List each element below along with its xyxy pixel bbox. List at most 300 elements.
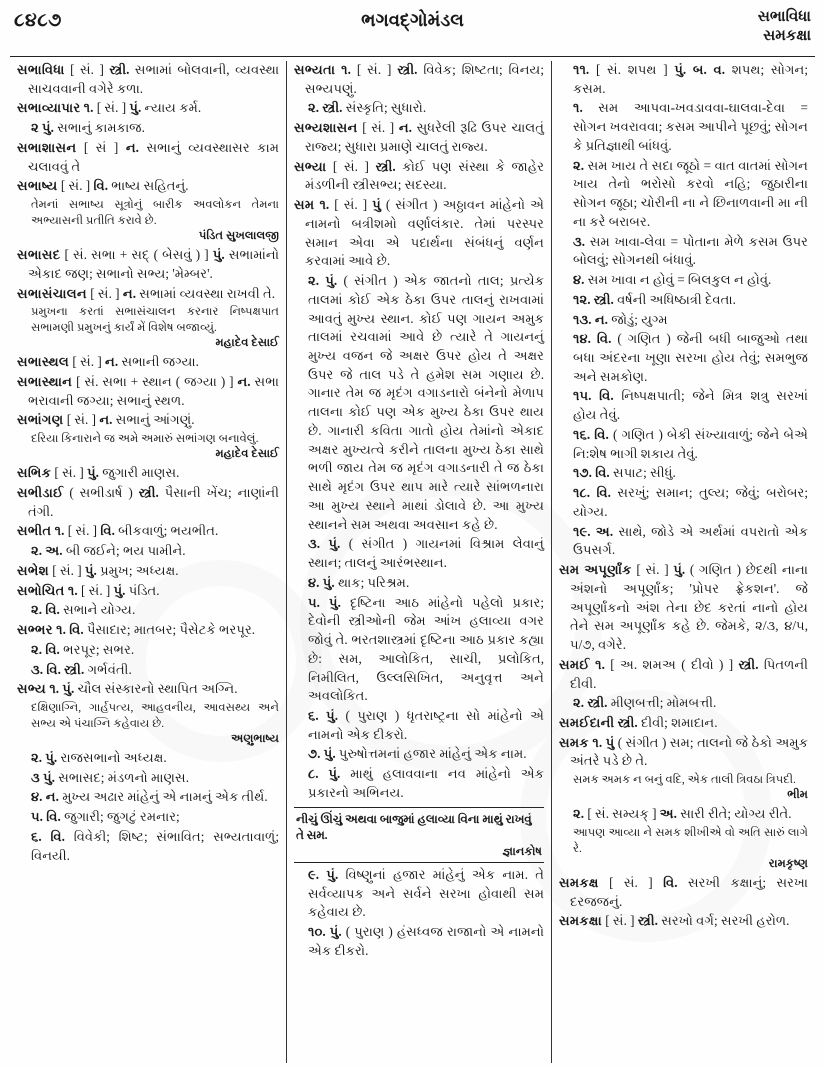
entry-etymology: [ સં. ] [96,100,127,116]
sense-number: ૩. [308,536,321,552]
sense-definition: શપથ; સોગન; કસમ. [573,62,808,96]
sense-number: ૧૫. [573,388,592,404]
entry-sense [559,387,808,424]
dictionary-entry [559,561,808,655]
sense-definition: દૃષ્ટિના આઠ માંહેનો પહેલો પ્રકાર; દેવોની સ્ત્રીઓની જેમ આંખ હલાવ્યા વગર જોવું તે. ભરતશાસ્ત્રમાં દૃષ્ટિના આઠ પ્રકાર કહ્યા છે: સમ, આલોકિત, સાચી, પ્રલોકિત, નિમીલિત, ઉલ્લસિખિત, અનુવૃત્ત અને અવલોકિત. [308,594,545,704]
idiom-number: ૪. [573,272,585,288]
entry-grammar-label: પું. [673,562,686,578]
sense-grammar-label: વિ. [45,602,60,618]
dictionary-entry [559,874,808,911]
sense-definition: મીણબત્તી; મોમબત્તી. [610,695,717,711]
dictionary-entry [559,912,808,931]
dictionary-entry [17,621,279,640]
sense-number: ૧૮. [573,485,591,501]
sense-grammar-label: પું. [328,536,341,552]
sense-grammar-label: પું. [45,749,58,765]
sense-number: ૧. [54,523,65,539]
sense-definition: સંસ્કૃતિ; સુધારો. [345,100,427,116]
entry-grammar-label: પું [372,197,381,213]
sense-grammar-label: પું. [325,273,338,289]
entry-definition: સભામાં વ્યવસ્થા રાખવી તે. [139,285,276,301]
entry-grammar-label: પું [605,734,615,750]
sense-number: ૧૯. [573,523,591,539]
citation-attribution: મહાદેવ દેસાઈ [215,447,279,461]
boxed-citation [294,807,544,863]
entry-grammar-label: વિ. [663,874,678,890]
dictionary-entry [17,285,279,304]
entry-grammar-label: પું. [87,465,99,481]
dictionary-entry [294,196,544,271]
entry-headword: સભેશ [17,562,49,578]
entry-sense [17,542,279,561]
sense-definition: સપાટ; સીધું. [613,465,676,481]
entry-definition: પંડિત. [128,582,160,598]
sense-number: ૧. [595,656,605,672]
sense-definition: મુખ્ય અઢાર માંહેનું એ નામનું એક તીર્થ. [62,789,268,805]
entry-etymology: [ સં. ] [356,62,392,77]
entry-sense [559,523,808,560]
entry-etymology: [ સં. ] [90,285,120,301]
entry-sense [294,923,544,960]
entry-definition: સભાની જગ્યા. [121,354,199,370]
sense-number: ૩. [31,661,44,677]
column-container [10,61,815,1063]
sense-grammar-label: ન. [45,789,59,805]
dictionary-entry [294,158,544,195]
entry-definition: પૈસાદાર; માતબર; પૈસેટકે ભરપૂર. [86,622,256,638]
idiom-number: ૩. [573,233,586,249]
entry-grammar-label: ન. [122,285,136,301]
entry-etymology: [ અ. શમઅ ( દીવો ) ] [610,656,734,672]
sense-grammar-label: પું. [42,120,54,136]
sense-definition: થાક; પરિશ્રમ. [337,574,410,590]
idiom-number: ૧. [573,100,583,116]
entry-definition: સભાનું આંગણું. [115,412,195,428]
sense-number: ૭. [308,746,321,762]
entry-etymology: [ સં. ] [70,62,104,77]
sense-grammar-label: વિ. [596,331,612,347]
citation-quote [17,700,279,747]
entry-sense [17,808,279,827]
entry-headword: સમઈ [559,656,590,672]
sense-number: ૧. [83,100,94,116]
entry-grammar-label: પું. [129,100,142,116]
entry-definition: બીકવાળું; ભયભીત. [118,523,219,539]
sense-grammar-label: પું. [323,746,336,762]
sense-definition: ભરપૂર; સભર. [63,641,135,657]
dictionary-entry [17,353,279,372]
idiom-text: સમ ખાવા ન હોવું = બિલકુલ ન હોવું. [587,272,772,288]
entry-etymology: [ સં. સભા + સ્થાન ( જગ્યા ) ] [76,373,234,389]
sense-number: ૮. [308,766,319,782]
sense-number: ૧. [319,197,330,213]
sense-definition: નિષ્પક્ષપાતી; જેને મિત્ર શત્રુ સરખાં હોય તેવું. [573,388,808,423]
entry-etymology: [ સં. ] [636,562,669,578]
sense-number: ૫. [308,594,320,610]
guide-word-first: સભાવિધા [757,9,811,25]
entry-sense [17,769,279,788]
entry-definition: ભાષ્ય સહિતનું. [111,178,189,194]
entry-idiom [559,99,808,155]
dictionary-entry [17,411,279,430]
dictionary-entry [17,522,279,541]
entry-headword: સભોચિત [17,582,65,598]
entry-grammar-label: ન. [125,139,139,155]
entry-etymology: [ સં. ] [334,197,368,213]
entry-definition: સરખો વર્ગ; સરખી હરોળ. [661,913,790,929]
entry-sense [294,574,544,593]
entry-sense [559,311,808,330]
citation-attribution: ભીમ [787,788,808,802]
entry-definition: પિતળની દીવી. [570,656,809,691]
entry-etymology: [ સં. ] [67,523,98,539]
sense-number: ૨ [31,120,39,136]
entry-etymology: [ સં. ] [332,158,369,174]
dictionary-entry [17,99,279,118]
sense-grammar-label: વિ. [45,641,60,657]
entry-headword: સમ [294,197,315,213]
entry-sense [559,426,808,463]
dictionary-entry [17,61,279,98]
sense-grammar-label: પું. [328,766,341,782]
entry-sense [559,330,808,386]
sense-grammar-label: વિ. [595,465,610,481]
entry-definition: ( સંગીત ) અઠ્ઠાવન માંહેનો એ નામનો બત્રીશમો વર્ણાલંકાર. તેમાં પરસ્પર સમાન એવા એ પદાર્થના સંબંધનું વર્ણન કરવામાં આવે છે. [305,197,545,269]
entry-headword: સભ્યા [294,158,327,174]
sense-grammar-label: સ્ત્રી. [587,695,608,711]
dictionary-entry [559,656,808,693]
sense-etymology: [ સં. સમ્યક્ ] [587,806,657,822]
sense-number: ૨. [308,100,320,116]
entry-headword: સભ્યશાસન [294,120,358,136]
entry-definition: ( સંગીત ) સમ; તાલનો જે ઠેકો અમુક અંતરે પડે છે તે. [570,734,808,769]
entry-etymology: [ સં. ] [362,120,395,136]
dictionary-entry [559,734,808,771]
entry-definition: પ્રમુખ; અધ્યક્ષ. [100,562,179,578]
dictionary-entry [17,177,279,196]
entry-grammar-label: સ્ત્રી. [637,913,658,929]
sense-definition: ગર્ભવંતી. [87,661,132,677]
entry-sense [294,866,544,922]
sense-grammar-label: પું. [329,924,342,940]
entry-definition: ન્યાય કર્મ. [144,100,202,116]
entry-definition: સભાનું વ્યવસ્થાસર કામ ચલાવવું તે [28,139,280,174]
entry-idiom [559,157,808,232]
dictionary-entry [17,680,279,699]
citation-text: આપણ આવ્યા ને સમક શીખીએ વો અતિ સારું લાગે રે. [573,825,808,855]
entry-definition: સુધરેલી રૂઢિ ઉપર ચાલતું રાજ્ય; સુધારા પ્રમાણે ચાલતું રાજ્ય. [305,120,544,154]
entry-grammar-label: પું. [113,582,126,598]
entry-grammar-label: પું. [84,562,97,578]
entry-sense [17,641,279,660]
entry-sense [17,749,279,768]
idiom-text: સમ ખાવા-લેવા = પોતાના મેળે કસમ ઉપર બોલવું; સોગનથી બંધાવું. [573,233,808,268]
entry-grammar-label: પું. [62,681,75,697]
entry-headword: સમ અપૂર્ણાંક [559,562,632,578]
dictionary-entry [17,484,279,521]
entry-headword: સમકક્ષ [559,874,599,890]
citation-attribution: અણુભાષ્ય [231,731,279,745]
entry-headword: સભાષ્ય [17,178,58,194]
dictionary-entry [17,582,279,601]
citation-quote [17,431,279,462]
sense-number: ૨. [31,543,43,559]
sense-grammar-label: પું. [322,574,335,590]
entry-definition: સરખી કક્ષાનું; સરખા દરજજનું. [570,874,809,909]
entry-definition: સભામાં બોલવાની, વ્યવસ્થા સાચવવાની વગેરે કળા. [28,62,280,96]
dictionary-entry [294,119,544,156]
sense-number: ૧૩. [573,311,592,327]
entry-grammar-label: ન. [398,120,412,136]
entry-sense [559,484,808,521]
column-2 [286,61,552,1063]
entry-headword: સભીડાઈ [17,484,64,500]
entry-etymology: [ સં. ] [54,465,84,481]
sense-definition: બી જઈને; ભય પામીને. [65,543,186,559]
entry-definition: ચૌલ સંસ્કારનો સ્થાપિત અગ્નિ. [77,681,238,697]
citation-text: સમક અમક ન બનું વદિ, એક તાલી ત્રિવઠા ત્રિપદી. [573,773,796,787]
entry-headword: સભીત [17,523,52,539]
entry-etymology: [ સં ] [83,139,119,155]
dictionary-entry [17,139,279,176]
folio-number: ૮૪૮૭ [14,10,62,31]
dictionary-entry [17,246,279,283]
citation-text: પ્રમુખના કરતાં સભાસંચાલન કરનાર નિષ્પક્ષપાત સભામણી પ્રમુખનું કાર્યં મેં વિશેષ બજાવ્યું. [31,305,279,335]
entry-grammar-label: વિ. [93,178,108,194]
entry-etymology: [ સં. ] [605,913,635,929]
entry-headword: સભાવ્યાપાર [17,100,81,116]
entry-headword: સભાંગણ [17,412,64,428]
entry-etymology: [ સં. ] [60,178,91,194]
entry-definition: સભામાંનો એકાદ જણ; સભાનો સભ્ય; 'મેમ્બર'. [28,247,279,281]
sense-number: ૧૬. [573,426,591,442]
header-rule [10,56,815,57]
sense-number: ૧. [592,734,603,750]
boxed-citation-attribution: જ્ઞાનકોષ [502,844,542,858]
sense-definition: માથું હલાવવાના નવ માંહેનો એક પ્રકારનો અભિનય. [308,766,544,800]
dictionary-entry [17,464,279,483]
sense-definition: ( પુરાણ ) ધૃતરાષ્ટ્રના સો માંહેનો એ નામનો એક દીકરો. [308,707,545,742]
dictionary-title: ભગવદ્ગોમંડલ [361,10,464,30]
entry-idiom [559,271,808,290]
sense-definition: સરખું; સમાન; તુલ્ય; જેવું; બરોબર; યોગ્ય. [573,485,809,519]
citation-text: દક્ષિણાગ્નિ, ગાર્હપત્ય, આહવનીય, આવસથ્ય અને સભ્ય એ પંચાગ્નિ કહેવાય છે. [31,700,279,730]
running-head [10,8,815,54]
entry-etymology: [ સં. ] [52,562,82,578]
sense-grammar-label: પું. [326,866,339,882]
entry-headword: સભાવિધા [17,62,65,77]
sense-number: ૬. [31,828,42,844]
citation-quote [559,825,808,872]
entry-grammar-label: સ્ત્રી. [738,656,759,672]
citation-attribution: મહાદેવ દેસાઈ [215,336,279,350]
entry-grammar-label: સ્ત્રી. [138,484,159,500]
entry-grammar-label: સ્ત્રી. [397,62,418,77]
sense-definition: વર્ષની અધિષ્ઠાત્રી દેવતા. [617,291,736,307]
sense-number: ૬. [308,707,319,723]
citation-quote [17,197,279,244]
entry-etymology: [ સં. ] [609,874,653,890]
sense-number: ૩ [31,769,40,785]
entry-sense [294,765,544,802]
sense-definition: સાથે, જોડે એ અર્થમાં વપરાતો એક ઉપસર્ગ. [573,523,808,558]
sense-definition: ( સંગીત ) ગાયનમાં વિશ્રામ લેવાનું સ્થાન; તાલનું આરંભસ્થાન. [308,536,545,571]
entry-headword: સમઈદાની [559,714,615,730]
sense-etymology: [ સં. શપથ ] [595,62,668,77]
column-3 [552,61,815,1063]
entry-sense [559,61,808,98]
entry-sense [294,594,544,706]
entry-headword: સમકક્ષા [559,913,602,929]
column-1 [10,61,286,1063]
entry-grammar-label: વિ. [100,523,115,539]
entry-definition: સભા ભરાવાની જગ્યા; સભાનું સ્થળ. [28,373,280,408]
entry-grammar-label: સ્ત્રી. [109,62,130,77]
entry-sense [294,707,544,744]
entry-etymology: [ સં. સભા + સદ્ ( બેસવું ) ] [64,247,209,263]
entry-etymology: ( સભીડાર્ષ ) [69,484,133,500]
sense-definition: ( ગણિત ) જેની બધી બાજુઓ તથા બધા અંદરના ખૂણા સરખા હોય તેવું; સમભુજ અને સમકોણ. [573,331,809,384]
entry-etymology: [ સં. ] [66,412,97,428]
entry-grammar-label: ન. [105,354,119,370]
boxed-citation-text: નીચું ઊંચું અથવા બાજુમાં હલાવ્યા વિના માથું રાખવું તે સમ. [296,811,532,843]
entry-grammar-label: ન. [237,373,251,389]
entry-grammar-label: ન. [99,412,113,428]
sense-number: ૧. [56,622,66,638]
sense-number: ૧૧. [573,62,590,77]
sense-definition: ( પુરાણ ) હંસધ્વજ રાજાનો એ નામનો એક દીકરો. [308,924,545,958]
entry-etymology: [ સં. ] [72,354,102,370]
sense-definition: ( સંગીત ) એક જાતનો તાલ; પ્રત્યેક તાલમાં કોઈ એક ઠેકા ઉપર તાલનું રાખવામાં આવતું મુખ્ય સ્થાન. કોઈ પણ ગાયન અમુક તાલમાં રચવામાં આવે છે ત્યારે તે ગાયનનું મુખ્ય વજન જે અક્ષર ઉપર હોય તે અક્ષર ઉપર જે તાલ પડે તે હમેશ સમ ગણાય છે. ગાનાર તેમ જ મૃદંગ વગાડનારો બંનેનો મેળાપ તાલના કોઈ પણ એક મુખ્ય ઠેકા ઉપર થાય છે. ગાનારી કવિતા ગાતો હોય તેમાંનો એકાદ અક્ષર મુખ્યત્વે કરીને તાલના મુખ્ય ઠેકા સાથે ભળી જાય તેમ જ મૃદંગ વગાડનારી તે જ ઠેકા સાથે મૃદંગ ઉપર થાપ મારે ત્યારે સાંભળનારા આ મુખ્ય સ્થાને માથાં ડોલાવે છે. આ મુખ્ય સ્થાનને સમ અથવા અવસાન કહે છે. [308,273,545,532]
sense-number: ૪. [31,789,43,805]
sense-grammar-label: અ. [659,806,677,822]
sense-number: ૨. [31,641,43,657]
entry-headword: સભ્યતા [294,62,336,77]
entry-sense [294,535,544,572]
sense-number: ૯. [308,866,320,882]
entry-grammar-label: વિ. [69,622,84,638]
entry-headword: સભાસ્થલ [17,354,70,370]
idiom-text: સમ આપવા-ખવડાવવા-ઘાલવા-દેવા = સોગન ખવરાવવા; કસમ આપીને પૂછવું; સોગન કે પ્રતિજ્ઞાથી બાંધવું. [573,100,808,153]
sense-number: ૫. [31,809,43,825]
sense-definition: જોડું; યુગ્મ [611,311,668,327]
sense-definition: રાજસભાનો અધ્યક્ષ. [60,749,167,765]
sense-definition: ( ગણિત ) બેકી સંખ્યાવાળું; જેને બેએ નિ:શેષ ભાગી શકાય તેવું. [573,426,808,461]
sense-number: ૧૭. [573,465,592,481]
entry-sense [559,805,808,824]
sense-grammar-label: સ્ત્રી. [322,100,343,116]
entry-grammar-label: પું. [212,247,225,263]
entry-headword: સભ્ભર [17,622,53,638]
entry-sense [559,291,808,310]
entry-sense [17,788,279,807]
sense-grammar-label: સ્ત્રી. [593,291,614,307]
dictionary-entry [17,562,279,581]
entry-definition: વિવેક; શિષ્ટતા; વિનય; સભ્યપણું. [305,62,545,96]
sense-definition: સભાનું કામકાજ. [57,120,145,136]
sense-grammar-label: વિ. સ્ત્રી. [46,661,85,677]
citation-text: તેમનાં સભાષ્ય સૂત્રોનું બારીક અવલોકન તેમના અભ્યાસની પ્રતીતિ કરાવે છે. [31,198,279,228]
sense-definition: સભાને યોગ્ય. [63,602,136,618]
guide-word-last: સમકક્ષા [763,27,811,44]
sense-number: ૨. [31,602,43,618]
sense-number: ૧. [341,62,351,77]
sense-number: ૨. [573,695,585,711]
sense-grammar-label: વિ. [596,485,611,501]
entry-idiom [559,233,808,270]
dictionary-entry [559,714,808,733]
citation-text: દરિયા કિનારાને જ અમે અમારું સભાંગણ બનાવેલું. [31,432,259,446]
entry-headword: સભિક [17,465,52,481]
sense-grammar-label: વિ. [594,426,609,442]
entry-sense [294,99,544,118]
sense-grammar-label: પું. [326,707,339,723]
entry-headword: સભાસ્થાન [17,373,73,389]
sense-definition: જુગારી; જુગટું રમનાર; [64,809,180,825]
sense-grammar-label: ન. [594,311,608,327]
entry-headword: સમક [559,734,589,750]
sense-grammar-label: વિ. [599,388,614,404]
sense-grammar-label: પું. [43,769,55,785]
entry-definition: જુગારી માણસ. [102,465,180,481]
sense-grammar-label: પું. [329,594,341,610]
entry-etymology: [ સં. ] [80,582,111,598]
entry-definition: દીવી; શમાદાન. [641,714,718,730]
sense-number: ૨. [31,749,43,765]
idiom-number: ૨. [573,157,585,173]
sense-grammar-label: અ. [45,543,63,559]
sense-definition: સભાસદ; મંડળનો માણસ. [58,769,190,785]
guide-words [691,8,811,46]
sense-number: ૧૨. [573,291,591,307]
entry-headword: સભ્ય [17,681,47,697]
entry-headword: સભાસંચાલન [17,285,87,301]
entry-definition: ( ગણિત ) છેદથી નાના અંશનો અપૂર્ણાંક; 'પ્રોપર ફ્રેકશન'. જે અપૂર્ણાંકનો અંશ તેના છેદ કરતાં નાનો હોય તેને સમ અપૂર્ણાંક કહે છે. જેમકે, ૨/૩, ૪/૫, ૫/૭, વગેરે. [570,562,809,653]
citation-quote [17,304,279,351]
citation-attribution: પંડિત સુખલાલજી [198,229,279,243]
sense-grammar-label: વિ. [50,828,65,844]
entry-headword: સભાસદ [17,247,61,263]
entry-sense [559,464,808,483]
sense-definition: પુરુષોત્તમનાં હજાર માંહેનું એક નામ. [338,746,527,762]
entry-sense [294,272,544,534]
sense-number: ૨. [573,806,585,822]
sense-number: ૧૪. [573,331,591,347]
sense-grammar-label: વિ. [46,809,61,825]
entry-grammar-label: સ્ત્રી. [375,158,396,174]
entry-grammar-label: સ્ત્રી. [617,714,638,730]
sense-number: ૪. [308,574,320,590]
sense-number: ૨. [308,273,320,289]
entry-sense [17,661,279,680]
sense-grammar-label: પું. બ. વ. [674,62,725,77]
sense-definition: વિષ્ણુનાં હજાર માંહેનું એક નામ. તે સર્વવ્યાપક અને સર્વને સરખા હોવાથી સમ કહેવાય છે. [308,866,545,920]
sense-number: ૧. [67,582,78,598]
citation-attribution: રામકૃષ્ણ [768,856,808,870]
entry-sense [17,828,279,865]
sense-definition: વિવેકી; શિષ્ટ; સંભાવિત; સભ્યતાવાળું; વિનયી. [31,828,280,863]
entry-definition: કોઈ પણ સંસ્થા કે જાહેર મંડળીની સ્ત્રીસભ્ય; સદસ્યા. [305,158,545,193]
dictionary-entry [294,61,544,98]
entry-sense [17,601,279,620]
entry-sense [17,119,279,138]
sense-grammar-label: અ. [595,523,614,539]
sense-definition: સારી રીતે; યોગ્ય રીતે. [680,806,792,822]
entry-definition: પૈસાની ખેંચ; નાણાંની તંગી. [28,484,279,519]
dictionary-entry [17,373,279,410]
sense-number: ૧. [49,681,60,697]
entry-sense [294,745,544,764]
